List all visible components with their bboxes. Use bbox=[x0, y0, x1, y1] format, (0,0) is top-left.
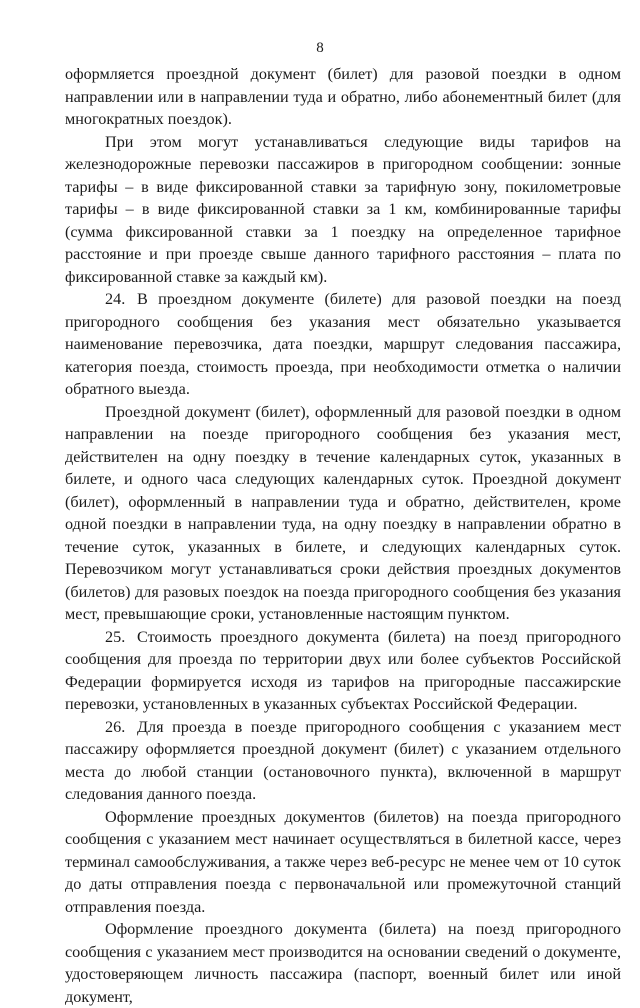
paragraph-number: 24. bbox=[105, 290, 126, 308]
page-number: 8 bbox=[316, 40, 324, 56]
paragraph-text: Для проезда в поезде пригородного сообщения с указанием мест пассажиру оформляется проездной документ (билет) с указанием отдельного места до любой станции (остановочного пункта), включенной в маршрут следования данного поезда. bbox=[65, 717, 621, 803]
document-body bbox=[65, 63, 621, 1008]
paragraph-25 bbox=[65, 626, 621, 716]
paragraph-ticket-issuance: Оформление проездных документов (билетов) на поезда пригородного сообщения с указанием мест начинает осуществляться в билетной кассе, через терминал самообслуживания, а также через веб-ресурс не менее чем от 10 суток до даты отправления поезда с первоначальной или промежуточной станций отправления поезда. bbox=[65, 807, 621, 916]
paragraph-continuation: оформляется проездной документ (билет) для разовой поездки в одном направлении или в направлении туда и обратно, либо абонементный билет (для многократных поездок). bbox=[65, 65, 621, 128]
paragraph-number: 25. bbox=[105, 627, 126, 646]
paragraph-text: Стоимость проездного документа (билета) на поезд пригородного сообщения для проезда по территории двух или более субъектов Российской Федерации формируется исходя из тарифов на пригородные пассажирские перевозки, установленных в указанных субъектах Российской Федерации. bbox=[65, 627, 621, 713]
paragraph-text: В проездном документе (билете) для разовой поездки на поезд пригородного сообщения без указания мест обязательно указывается наименование перевозчика, дата поездки, маршрут следования пассажира, категория поезда, стоимость проезда, при необходимости отметка о наличии обратного выезда. bbox=[65, 290, 621, 398]
paragraph-26 bbox=[65, 716, 621, 806]
paragraph-tariffs: При этом могут устанавливаться следующие виды тарифов на железнодорожные перевозки пассажиров в пригородном сообщении: зонные тарифы – в виде фиксированной ставки за тарифную зону, покилометровые тарифы – в виде фиксированной ставки за 1 км, комбинированные тарифы (сумма фиксированной ставки за 1 поездку на определенное тарифное расстояние и при проезде свыше данного тарифного расстояния – плата по фиксированной ставке за каждый км). bbox=[65, 132, 621, 286]
paragraph-ticket-validity: Проездной документ (билет), оформленный для разовой поездки в одном направлении на поезде пригородного сообщения без указания мест, действителен на одну поездку в течение календарных суток, указанных в билете, и одного часа следующих календарных суток. Проездной документ (билет), оформленный в направлении туда и обратно, действителен, кроме одной поездки в направлении туда, на одну поездку в направлении обратно в течение суток, указанных в билете, и следующих календарных суток. Перевозчиком могут устанавливаться сроки действия проездных документов (билетов) для разовых поездок на поезда пригородного сообщения без указания мест, превышающие сроки, установленные настоящим пунктом. bbox=[65, 402, 621, 623]
paragraph-issuance-basis: Оформление проездного документа (билета) на поезд пригородного сообщения с указанием мест производится на основании сведений о документе, удостоверяющем личность пассажира (паспорт, военный билет или иной документ, bbox=[65, 920, 621, 1006]
paragraph-number: 26. bbox=[105, 717, 126, 736]
paragraph-24 bbox=[65, 288, 621, 401]
